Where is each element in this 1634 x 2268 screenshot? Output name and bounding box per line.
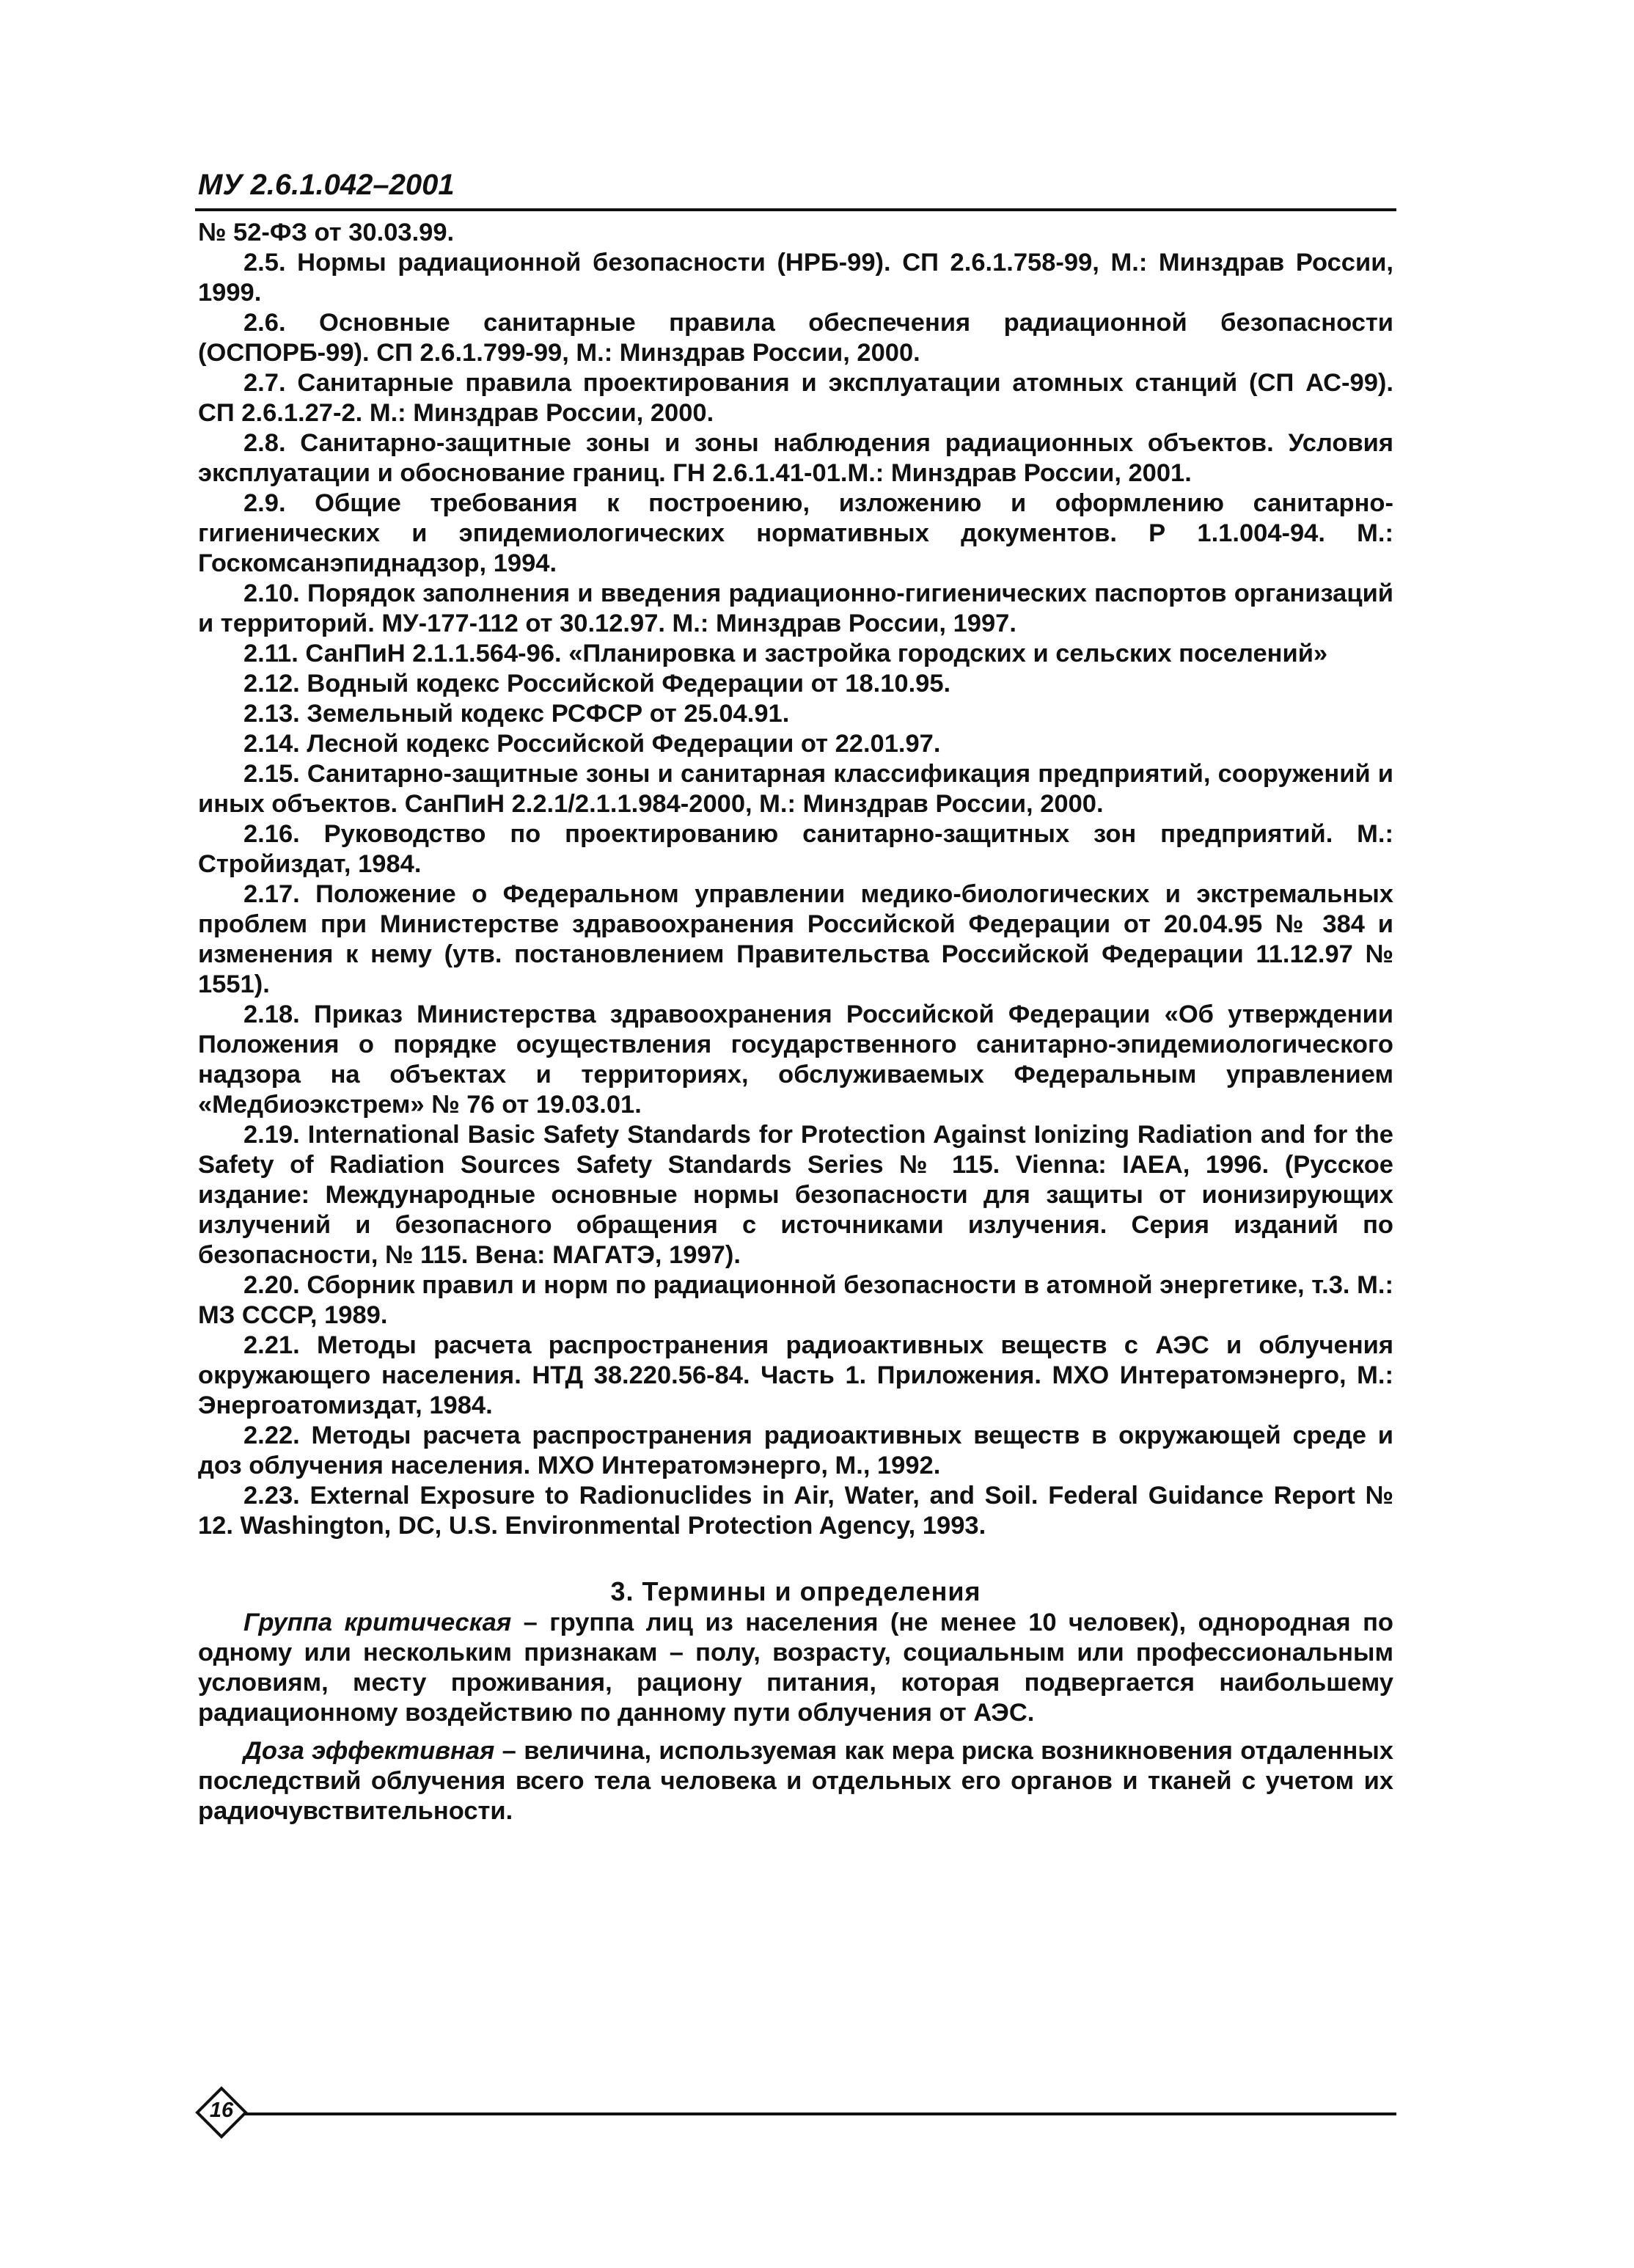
term-name: Группа критическая [243, 1609, 512, 1636]
term-text: – величина, используемая как мера риска возникновения отдаленных последствий облучения всего тела человека и отдельных его органов и тканей с учетом их радиочувствительности. [198, 1737, 1393, 1825]
reference-item: 2.17. Положение о Федеральном управлении медико-биологических и экстремальных проблем при Министерстве здравоохранения Российской Федерации от 20.04.95 № 384 и изменения к нему (утв. постановлением Правительства Российской Федерации 11.12.97 № 1551). [198, 880, 1393, 998]
running-header [195, 166, 1396, 211]
page-number: 16 [209, 2099, 234, 2122]
term-definition [198, 1736, 1393, 1826]
document-body [198, 218, 1393, 1826]
reference-item: 2.5. Нормы радиационной безопасности (НРБ-99). СП 2.6.1.758-99, М.: Минздрав России, 1999. [198, 249, 1393, 307]
reference-item: 2.14. Лесной кодекс Российской Федерации от 22.01.97. [243, 730, 941, 758]
reference-item: 2.19. International Basic Safety Standards for Protection Against Ionizing Radiation and for the Safety of Radiation Sources Safety Standards Series № 115. Vienna: IAEA, 1996. (Русское издание: Международные основные нормы безопасности для защиты от ионизирующих излучений и безопасного обращения с источниками излучения. Серия изданий по безопасности, № 115. Вена: МАГАТЭ, 1997). [198, 1121, 1393, 1269]
reference-item: 2.11. СанПиН 2.1.1.564-96. «Планировка и застройка городских и сельских поселений» [243, 640, 1328, 667]
reference-item: № 52-ФЗ от 30.03.99. [198, 219, 455, 246]
page-footer [195, 2086, 1396, 2139]
reference-item: 2.20. Сборник правил и норм по радиационной безопасности в атомной энергетике, т.3. М.: МЗ СССР, 1989. [198, 1271, 1393, 1329]
reference-item: 2.7. Санитарные правила проектирования и эксплуатации атомных станций (СП АС-99). СП 2.6.1.27-2. М.: Минздрав России, 2000. [198, 369, 1393, 427]
footer-rule [245, 2112, 1396, 2115]
reference-item: 2.23. External Exposure to Radionuclides in Air, Water, and Soil. Federal Guidance Report № 12. Washington, DC, U.S. Environmental Protection Agency, 1993. [198, 1482, 1393, 1540]
reference-item: 2.16. Руководство по проектированию санитарно-защитных зон предприятий. М.: Стройиздат, 1984. [198, 820, 1393, 878]
reference-item: 2.15. Санитарно-защитные зоны и санитарная классификация предприятий, сооружений и иных объектов. СанПиН 2.2.1/2.1.1.984-2000, М.: Минздрав России, 2000. [198, 760, 1393, 818]
reference-item: 2.12. Водный кодекс Российской Федерации от 18.10.95. [243, 670, 951, 698]
reference-item: 2.6. Основные санитарные правила обеспечения радиационной безопасности (ОСПОРБ-99). СП 2.6.1.799-99, М.: Минздрав России, 2000. [198, 309, 1393, 367]
reference-item: 2.9. Общие требования к построению, изложению и оформлению санитарно-гигиенических и эпидемиологических нормативных документов. Р 1.1.004-94. М.: Госкомсанэпиднадзор, 1994. [198, 489, 1393, 577]
document-page [195, 0, 1396, 2268]
reference-item: 2.22. Методы расчета распространения радиоактивных веществ в окружающей среде и доз облучения населения. МХО Интератомэнерго, М., 1992. [198, 1422, 1393, 1479]
term-name: Доза эффективная [243, 1737, 495, 1765]
reference-item: 2.21. Методы расчета распространения радиоактивных веществ с АЭС и облучения окружающего населения. НТД 38.220.56-84. Часть 1. Приложения. МХО Интератомэнерго, М.: Энергоатомиздат, 1984. [198, 1331, 1393, 1419]
reference-item: 2.18. Приказ Министерства здравоохранения Российской Федерации «Об утверждении Положения о порядке осуществления государственного санитарно-эпидемиологического надзора на объектах и территориях, обслуживаемых Федеральным управлением «Медбиоэкстрем» № 76 от 19.03.01. [198, 1001, 1393, 1119]
term-text: – группа лиц из населения (не менее 10 человек), однородная по одному или нескольким признакам – полу, возрасту, социальным или профессиональным условиям, месту проживания, рациону питания, которая подвергается наибольшему радиационному воздействию по данному пути облучения от АЭС. [198, 1609, 1393, 1727]
references-list [198, 218, 1393, 1541]
reference-item: 2.8. Санитарно-защитные зоны и зоны наблюдения радиационных объектов. Условия эксплуатации и обоснование границ. ГН 2.6.1.41-01.М.: Минздрав России, 2001. [198, 429, 1393, 487]
section-heading: 3. Термины и определения [610, 1576, 981, 1606]
page-number-diamond-icon [195, 2086, 248, 2139]
term-definition [198, 1608, 1393, 1728]
document-code: МУ 2.6.1.042–2001 [198, 169, 455, 201]
reference-item: 2.10. Порядок заполнения и введения радиационно-гигиенических паспортов организаций и территорий. МУ-177-112 от 30.12.97. М.: Минздрав России, 1997. [198, 579, 1393, 637]
reference-item: 2.13. Земельный кодекс РСФСР от 25.04.91. [243, 700, 790, 728]
